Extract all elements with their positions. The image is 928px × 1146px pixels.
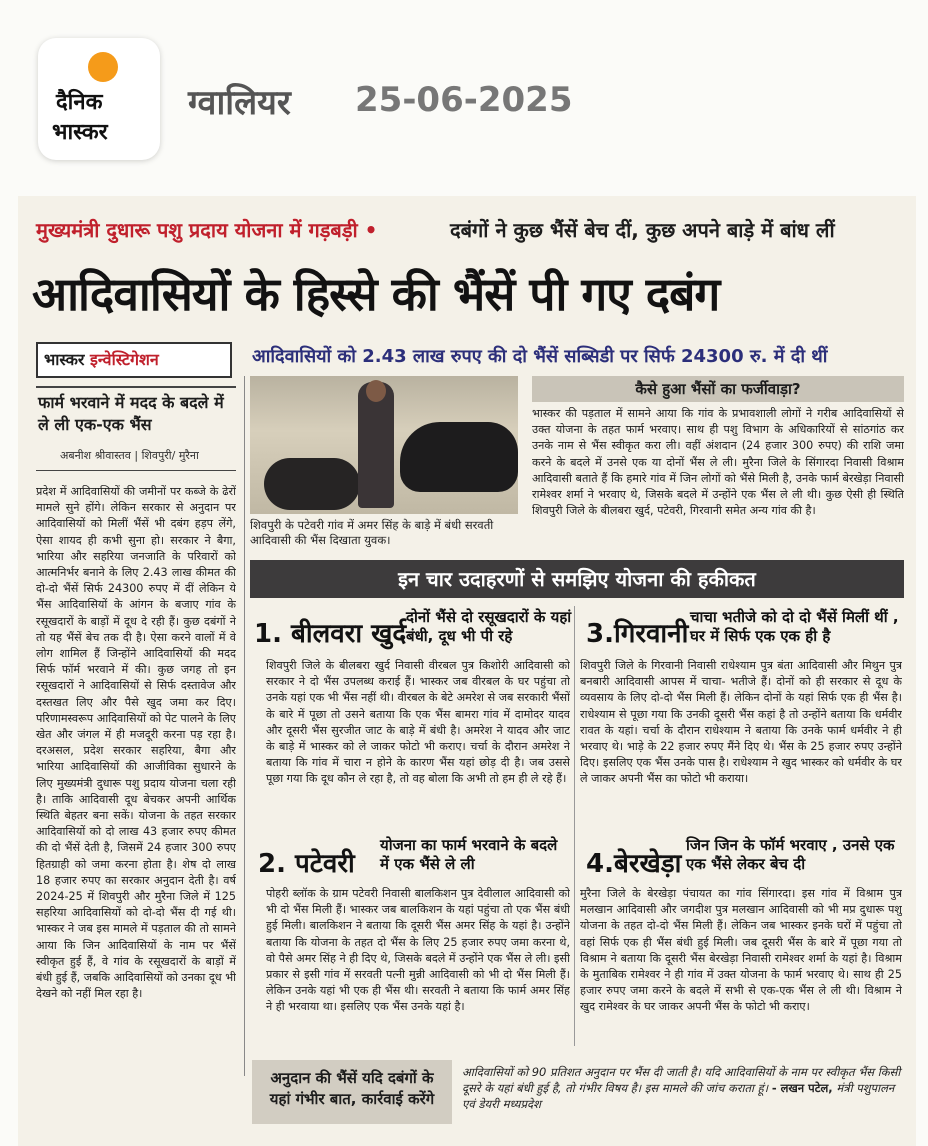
divider — [36, 470, 236, 471]
examples-banner: इन चार उदाहरणों से समझिए योजना की हकीकत — [250, 560, 904, 598]
edition-city: ग्वालियर — [188, 83, 291, 123]
badge-investigation: इन्वेस्टिगेशन — [90, 350, 159, 369]
byline: अबनीश श्रीवास्तव | शिवपुरी/ मुरैना — [60, 449, 199, 462]
footer-highlight: अनुदान की भैंसें यदि दबंगों के यहां गंभीर बात, कार्रवाई करेंगे — [252, 1060, 452, 1124]
news-photo — [250, 376, 518, 514]
example-4-text: मुरैना जिले के बेरखेड़ा पंचायत का गांव सिंगारदा। इस गांव में विश्राम पुत्र मलखान आदिवासी और जगदीश पुत्र मलखान आदिवासी को भी मप्र दुधारू पशु योजना के तहत दो-दो भैंस मिली हैं। लेकिन जब भास्कर इनके घरों में पहुंचा तो वहां सिर्फ एक ही भैंस बंधी हुई मिली। जब दूसरी भैंस के बारे में पूछा गया तो विश्राम ने बताया कि दूसरी भैंस बेरखेड़ा निवासी रामेश्वर शर्मा के यहां है। विश्राम के मुताबिक रामेश्वर ने ही गांव में उक्त योजना के फार्म भरवाए थे। साथ ही 25 हजार रुपए जमा करने के बदले में सभी से एक-एक भैंस ले ली थी। विश्राम ने खुद रामेश्वर के घर जाकर अपनी भैंस के फोटो भी कराए। — [580, 887, 902, 1014]
divider — [36, 386, 236, 388]
example-1-title: दोनों भैंसे दो रसूखदारों के यहां बंधी, दूध भी पी रहे — [406, 608, 572, 645]
example-3-title: चाचा भतीजे को दो दो भैंसें मिलीं थीं , घर में सिर्फ एक एक ही है — [690, 608, 899, 645]
example-4-place: 4.बेरखेड़ा — [586, 849, 682, 879]
how-box-text: भास्कर की पड़ताल में सामने आया कि गांव के प्रभावशाली लोगों ने गरीब आदिवासियों से उक्त योजना के तहत फार्म भरवाए। साथ ही पशु विभाग के अधिकारियों से सांठगांठ कर उनके नाम से भैंस स्वीकृत करा ली। वहीं अंशदान (24 हजार 300 रुपए) की राशि जमा करने के बदले में उनसे एक या दोनों भैंस ले ली। मुरैना जिले के सिंगारदा निवासी विश्राम आदिवासी बताते हैं कि हमारे गांव में जिन लोगों को भैंसे मिली है, उनके फार्म बेरखेड़ा निवासी रामेश्वर शर्मा ने भरवाए थे, जिसके बदले में उन्होंने एक भैंस ले ली थी। कुछ ऐसी ही स्थिति शिवपुरी जिले के बीलबरा खुर्द, पटेवरी, गिरवानी समेत अन्य गांव की है। — [532, 407, 904, 518]
column-divider — [574, 606, 575, 1046]
sun-logo-icon — [88, 52, 118, 82]
newspaper-logo — [38, 38, 160, 160]
subheadline: आदिवासियों को 2.43 लाख रुपए की दो भैंसें सब्सिडी पर सिर्फ 24300 रु. में दी थीं — [252, 346, 828, 367]
side-article-title: फार्म भरवाने में मदद के बदले में ले ली एक-एक भैंस — [38, 393, 224, 434]
example-2-text: पोहरी ब्लॉक के ग्राम पटेवरी निवासी बालकिशन पुत्र देवीलाल आदिवासी को भी दो भैंस मिली हैं। भास्कर जब बालकिशन के यहां पहुंचा तो एक भैंस बंधी हुई मिली। बालकिशन ने बताया कि दूसरी भैंस अमर सिंह के यहां है। उन्होंने बताया कि योजना के तहत दो भैंस के लिए 25 हजार रुपए जमा करना थे, वो पैसे अमर सिंह ने ही दिए थे, जिसके बदले में उन्होंने एक भैंस ले ली। इसी प्रकार से इसी गांव में सरवती पत्नी मुन्नी आदिवासी को भी दो भैंस मिली हैं। लेकिन उनके यहां भी एक ही भैंस थी। सरवती ने बताया कि फार्म अमर सिंह ने ही भरवाया था। इसलिए एक भैंस उनके यहां है। — [266, 887, 570, 1014]
main-headline: आदिवासियों के हिस्से की भैंसें पी गए दबंग — [32, 267, 720, 321]
column-divider — [244, 376, 245, 1076]
edition-date: 25-06-2025 — [355, 80, 573, 120]
person-head-shape — [366, 380, 386, 402]
example-3-text: शिवपुरी जिले के गिरवानी निवासी राधेश्याम पुत्र बंता आदिवासी और मिथुन पुत्र बनबारी आदिवासी आपस में चाचा- भतीजे हैं। दोनों को ही सरकार से दूध के व्यवसाय के लिए दो-दो भैंस मिली हैं। लेकिन दोनों के यहां सिर्फ एक ही भैंस है। राधेश्याम से पूछा गया कि उनकी दूसरी भैंस कहां है तो उन्होंने बताया कि धर्मवीर रावत के यहां। चर्चा के दौरान राधेश्याम ने बताया कि उनके फार्म धर्मवीर ने ही भरवाए थे। भाड़े के 22 हजार रुपए मैंने दिए थे। भैंस के 25 हजार रुपए उन्होंने दिए। इसलिए एक भैंस उनके पास है। राधेश्याम ने खुद भास्कर को धर्मवीर के घर ले जाकर अपनी भैंस का फोटो भी कराया। — [580, 659, 902, 786]
example-3-place: 3.गिरवानी — [586, 619, 689, 649]
investigation-badge — [36, 342, 232, 378]
minister-quote — [462, 1064, 908, 1112]
example-1-text: शिवपुरी जिले के बीलबरा खुर्द निवासी वीरबल पुत्र किशोरी आदिवासी को सरकार ने दो भैंस उपलब्ध कराई हैं। भास्कर जब वीरबल के घर पहुंचा तो उनके यहां एक भी भैंस नहीं थी। वीरबल के बेटे अमरेश से जब सरकारी भैंसों के बारे में पूछा तो उसने बताया कि एक भैंस बामरा गांव में दामोदर यादव और दूसरी भैंस सुरजीत जाट के बाड़े में बंधी है। अमरेश ने यादव और जाट के बाड़े में भास्कर को ले जाकर फोटो भी कराए। चर्चा के दौरान अमरेश ने बताया कि गांव में चारा न होने के कारण भैंस यहां छोड़ दी है। जब उससे पूछा गया कि दूध कौन ले रहा है, तो वह बोला कि अभी तो हम ही ले रहे हैं। — [266, 659, 570, 786]
photo-caption: शिवपुरी के पटेवरी गांव में अमर सिंह के बाड़े में बंधी सरवती आदिवासी की भैंस दिखाता युवक। — [250, 518, 494, 547]
how-box-title: कैसे हुआ भैंसों का फर्जीवाड़ा? — [532, 376, 904, 402]
kicker-scheme: मुख्यमंत्री दुधारू पशु प्रदाय योजना में गड़बड़ी • — [36, 218, 378, 242]
example-1-place: 1. बीलवरा खुर्द — [254, 619, 407, 649]
badge-brand: भास्कर — [44, 350, 85, 369]
example-2-title: योजना का फार्म भरवाने के बदले में एक भैंसे ले ली — [380, 836, 558, 873]
quote-designation: मंत्री पशुपालन एवं डेयरी मध्यप्रदेश — [462, 1081, 895, 1111]
logo-line-2: भास्कर — [52, 120, 108, 145]
side-article-body: प्रदेश में आदिवासियों की जमीनों पर कब्जे के ढेरों मामले सुने होंगे। लेकिन सरकार से अनुदान पर आदिवासियों को मिलीं भैंसें भी दबंग हड़प लेंगे, ऐसा शायद ही कभी सुना हो। सरकार ने बैगा, भारिया और सहरिया जनजाति के परिवारों को आत्मनिर्भर बनाने के लिए 2.43 लाख कीमत की दो-दो भैंसें सिर्फ 24300 रुपए में दीं लेकिन ये भैंस आदिवासियों के आंगन के बजाए गांव के रसूखदारों के बाड़ों में दूध दे रही हैं। कुछ दबंगों ने तो यह भैंसें बेच तक दी है। ऐसा करने वालों में वे लोग शामिल हैं जिन्होंने आदिवासियों की मदद सिर्फ फॉर्म भरवाने में की। कुछ जगह तो इन रसूखदारों ने आदिवासियों से सिर्फ दस्तावेज और दस्तखत लिए और पैसे खुद जमा कर दिए। परिणामस्वरूप आदिवासियों को पेट पालने के लिए खेत और जंगल में ही मजदूरी करना पड़ रहा है। दरअसल, प्रदेश सरकार सहरिया, बैगा और भारिया आदिवासियों की आजीविका सुधारने के लिए मुख्यमंत्री दुधारू पशु प्रदाय योजना चला रही है। ताकि आदिवासी दूध बेचकर अपनी आर्थिक स्थिति बेहतर बना सकें। योजना के तहत सरकार आदिवासियों को दो लाख 43 हजार रुपए कीमत की दो भैंसें देती है, जिसमें 24 हजार 300 रुपए हितग्राही को जमा करना होता है। शेष दो लाख 18 हजार रुपए का सरकार अनुदान देती है। वर्ष 2024-25 में शिवपुरी और मुरैना जिले में 125 सहरिया आदिवासियों को दो-दो भैंस दी गई थी। भास्कर ने जब इस मामले में पड़ताल की तो सामने आया कि जिन आदिवासियों के नाम पर भैंसें स्वीकृत हुई हैं, वे गांव के रसूखदारों के बाड़ों में बंधी हुई हैं, जबकि आदिवासियों को उनका दूध भी देखने को नहीं मिल रहा है। — [36, 485, 236, 1001]
kicker-subtitle: दबंगों ने कुछ भैंसें बेच दीं, कुछ अपने बाड़े में बांध लीं — [450, 218, 835, 242]
quote-text: आदिवासियों को 90 प्रतिशत अनुदान पर भैंस दी जाती है। यदि आदिवासियों के नाम पर स्वीकृत भैंस किसी दूसरे के यहां बंधी हुई है, तो गंभीर विषय है। इस मामले की जांच कराता हूं। — [462, 1065, 901, 1095]
example-2-place: 2. पटेवरी — [258, 849, 355, 879]
logo-line-1: दैनिक — [56, 90, 103, 115]
example-4-title: जिन जिन के फॉर्म भरवाए , उनसे एक एक भैंसे लेकर बेच दी — [686, 836, 895, 873]
buffalo-shape — [400, 422, 518, 492]
quote-speaker: - लखन पटेल, — [771, 1081, 833, 1095]
buffalo-shape — [264, 458, 360, 510]
